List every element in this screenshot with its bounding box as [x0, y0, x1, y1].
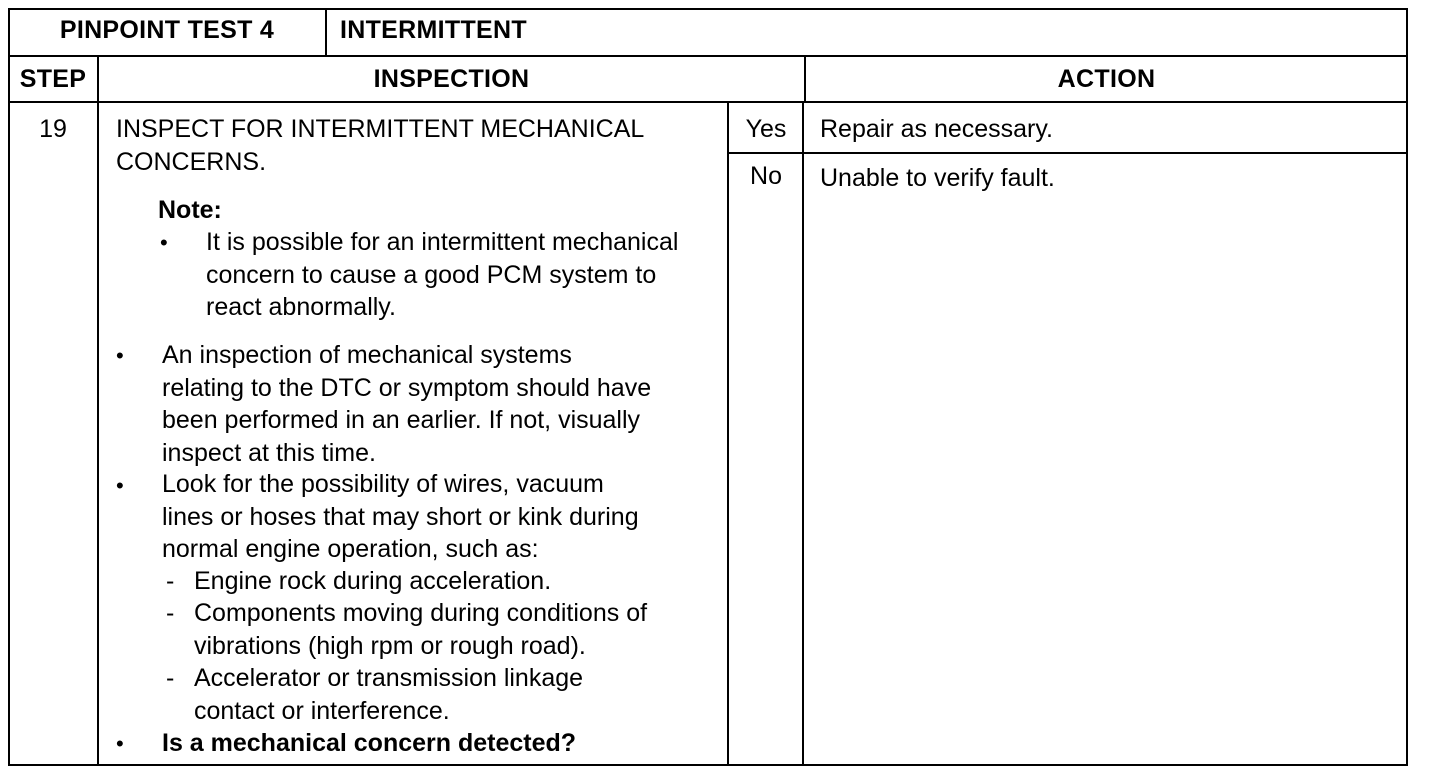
test-label: PINPOINT TEST 4: [59, 16, 275, 44]
inspection-question: Is a mechanical concern detected?: [162, 729, 577, 757]
dash-marker: -: [166, 567, 175, 595]
note-bullet: •: [160, 230, 168, 255]
bullet-1-line: relating to the DTC or symptom should have: [162, 373, 652, 402]
answer-no: No: [750, 162, 782, 190]
inspection-heading: [116, 113, 644, 178]
dash-item-2: [194, 597, 647, 662]
rule-answer-left: [727, 102, 729, 766]
bullet-1-line: been performed in an earlier. If not, visually: [162, 406, 641, 434]
bullet-2-text: [162, 468, 639, 566]
bullet-1-line: inspect at this time.: [162, 438, 376, 467]
inspection-heading-line: INSPECT FOR INTERMITTENT MECHANICAL: [116, 115, 645, 143]
answer-yes: Yes: [745, 115, 787, 143]
bullet-1-marker: •: [116, 343, 124, 368]
note-label: Note:: [158, 196, 222, 224]
bullet-2-marker: •: [116, 473, 124, 498]
action-yes: Repair as necessary.: [820, 115, 1053, 143]
inspection-heading-line: CONCERNS.: [116, 147, 267, 176]
column-header-step: STEP: [19, 65, 87, 93]
dash-marker: -: [166, 664, 175, 692]
dash-item-line: Components moving during conditions of: [194, 599, 648, 627]
note-line: It is possible for an intermittent mechanical: [206, 228, 679, 256]
rule-step-divider: [97, 56, 99, 766]
bullet-1-line: An inspection of mechanical systems: [162, 341, 572, 369]
question-marker: •: [116, 731, 124, 756]
test-name: INTERMITTENT: [340, 16, 527, 44]
note-text: [206, 226, 678, 324]
dash-item-line: Accelerator or transmission linkage: [194, 664, 584, 692]
bullet-1-text: [162, 339, 651, 469]
dash-item-line: vibrations (high rpm or rough road).: [194, 631, 586, 660]
note-line: concern to cause a good PCM system to: [206, 260, 657, 289]
bullet-2-line: Look for the possibility of wires, vacuum: [162, 470, 604, 498]
bullet-2-line: lines or hoses that may short or kink during: [162, 502, 639, 531]
note-line: react abnormally.: [206, 293, 396, 321]
dash-item-line: Engine rock during acceleration.: [194, 567, 552, 595]
rule-answer-right: [802, 102, 804, 766]
dash-item-1: [194, 565, 551, 598]
bullet-2-line: normal engine operation, such as:: [162, 535, 539, 563]
dash-marker: -: [166, 599, 175, 627]
column-header-inspection: INSPECTION: [373, 65, 530, 93]
dash-item-3: [194, 662, 583, 727]
step-number: 19: [39, 115, 67, 143]
rule-header-bottom: [8, 101, 1408, 103]
column-header-action: ACTION: [1057, 65, 1156, 93]
rule-title-bottom: [8, 55, 1408, 57]
action-no: Unable to verify fault.: [820, 164, 1055, 192]
dash-item-line: contact or interference.: [194, 696, 450, 725]
rule-yes-row-bottom: [727, 152, 1408, 154]
